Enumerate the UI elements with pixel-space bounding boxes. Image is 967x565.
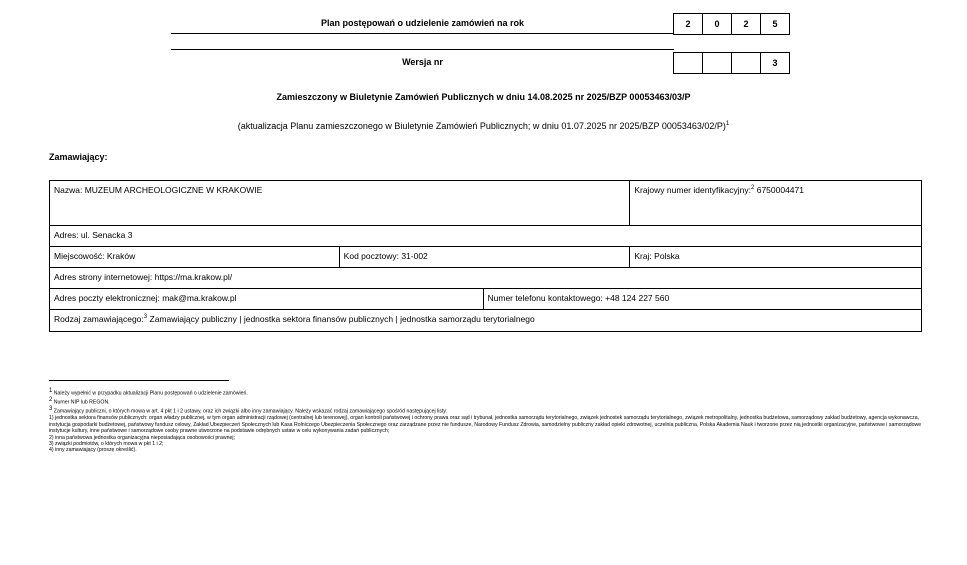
footnote-1-num: 1 — [49, 388, 53, 394]
orderer-email: Adres poczty elektronicznej: mak@ma.krakow.pl — [50, 289, 484, 310]
orderer-postal: Kod pocztowy: 31-002 — [339, 247, 630, 268]
table-row — [50, 268, 922, 289]
footnote-1-text: Należy wypełnić w przypadku aktualizacji Planu postępowań o udzielenie zamówień. — [53, 390, 248, 397]
published-info: Zamieszczony w Biuletynie Zamówień Publicznych w dniu 14.08.2025 nr 2025/BZP 00053463/03/P — [276, 92, 691, 102]
year-digit-1: 2 — [673, 13, 703, 35]
orderer-type-value: Zamawiający publiczny | jednostka sektora finansów publicznych | jednostka samorządu terytorialnego — [149, 314, 535, 324]
orderer-address: Adres: ul. Senacka 3 — [50, 226, 922, 247]
orderer-website: Adres strony internetowej: https://ma.krakow.pl/ — [50, 268, 922, 289]
table-row — [50, 181, 922, 226]
orderer-id-sup: 2 — [751, 185, 755, 192]
section-label: Zamawiający: — [49, 152, 108, 162]
table-row — [50, 247, 922, 268]
orderer-phone: Numer telefonu kontaktowego: +48 124 227 560 — [483, 289, 922, 310]
footnote-2-num: 2 — [49, 397, 53, 404]
version-digit-1 — [673, 52, 703, 74]
orderer-type-label: Rodzaj zamawiającego: — [54, 314, 144, 324]
year-digit-4: 5 — [760, 13, 790, 35]
footnote-3-text: Zamawiający publiczni, o których mowa w art. 4 pkt 1 i 2 ustawy, oraz ich związki albo inny zamawiający. Należy wskazać rodzaj zamawiającego spośród następującej listy: — [53, 409, 448, 416]
plan-title: Plan postępowań o udzielenie zamówień na rok — [320, 18, 525, 28]
footnotes — [49, 388, 924, 454]
year-boxes — [674, 13, 790, 35]
orderer-type-cell — [50, 310, 922, 332]
year-digit-3: 2 — [731, 13, 761, 35]
orderer-country: Kraj: Polska — [630, 247, 922, 268]
table-row — [50, 289, 922, 310]
orderer-type-sup: 3 — [143, 314, 148, 321]
orderer-id-label: Krajowy numer identyfikacyjny: — [634, 185, 751, 195]
version-label: Wersja nr — [402, 57, 443, 67]
version-boxes — [674, 52, 790, 74]
footnote-list-3: 3) związki podmiotów, o których mowa w pkt 1 i 2; — [49, 441, 164, 448]
footnote-list-2: 2) inna państwowa jednostka organizacyjna nieposiadająca osobowości prawnej; — [49, 434, 236, 441]
version-overline — [171, 49, 674, 50]
orderer-table — [49, 180, 922, 332]
update-note-sup: 1 — [725, 121, 730, 127]
footnote-2 — [49, 397, 924, 406]
update-note-text: (aktualizacja Planu zamieszczonego w Biuletynie Zamówień Publicznych; w dniu 01.07.2025 nr 2025/BZP 00053463/02/P) — [237, 121, 726, 131]
orderer-id-value: 6750004471 — [756, 185, 804, 195]
footnote-2-text: Numer NIP lub REGON. — [53, 399, 110, 406]
orderer-name: Nazwa: MUZEUM ARCHEOLOGICZNE W KRAKOWIE — [50, 181, 630, 226]
table-row — [50, 310, 922, 332]
version-digit-2 — [702, 52, 732, 74]
version-digit-4: 3 — [760, 52, 790, 74]
footnote-1 — [49, 388, 924, 397]
year-digit-2: 0 — [702, 13, 732, 35]
footnote-list-4: 4) inny zamawiający (proszę określić). — [49, 447, 137, 454]
update-note — [0, 121, 967, 131]
footnote-list-1: 1) jednostka sektora finansów publicznych: organ władzy publicznej, w tym organ administracji rządowej (centralnej lub terenowej), organ kontroli państwowej i ochrony prawa oraz sąd i trybunał, jednostka samorządu terytorialnego, związek jednostek samorządu terytorialnego, związek metropolitalny, jednostka budżetowa, samorządowy zakład budżetowy, agencja wykonawcza, instytucja gospodarki budżetowej, państwowy fundusz celowy, Zakład Ubezpieczeń Społecznych lub Kasa Rolniczego Ubezpieczenia Społecznego oraz zarządzane przez nie fundusze, Narodowy Fundusz Zdrowia, samodzielny publiczny zakład opieki zdrowotnej, uczelnia publiczna, Polska Akademia Nauk i tworzone przez nią jednostki organizacyjne, państwowe i samorządowe instytucje kultury, inne państwowe i samorządowe osoby prawne utworzone na podstawie odrębnych ustaw w celu wykonywania zadań publicznych; — [49, 415, 922, 435]
orderer-city: Miejscowość: Kraków — [50, 247, 340, 268]
title-underline — [171, 33, 674, 34]
footnote-3-num: 3 — [49, 406, 53, 413]
table-row — [50, 226, 922, 247]
footnote-3 — [49, 406, 924, 415]
orderer-id-cell — [630, 181, 922, 226]
version-digit-3 — [731, 52, 761, 74]
footnote-separator — [49, 380, 229, 381]
